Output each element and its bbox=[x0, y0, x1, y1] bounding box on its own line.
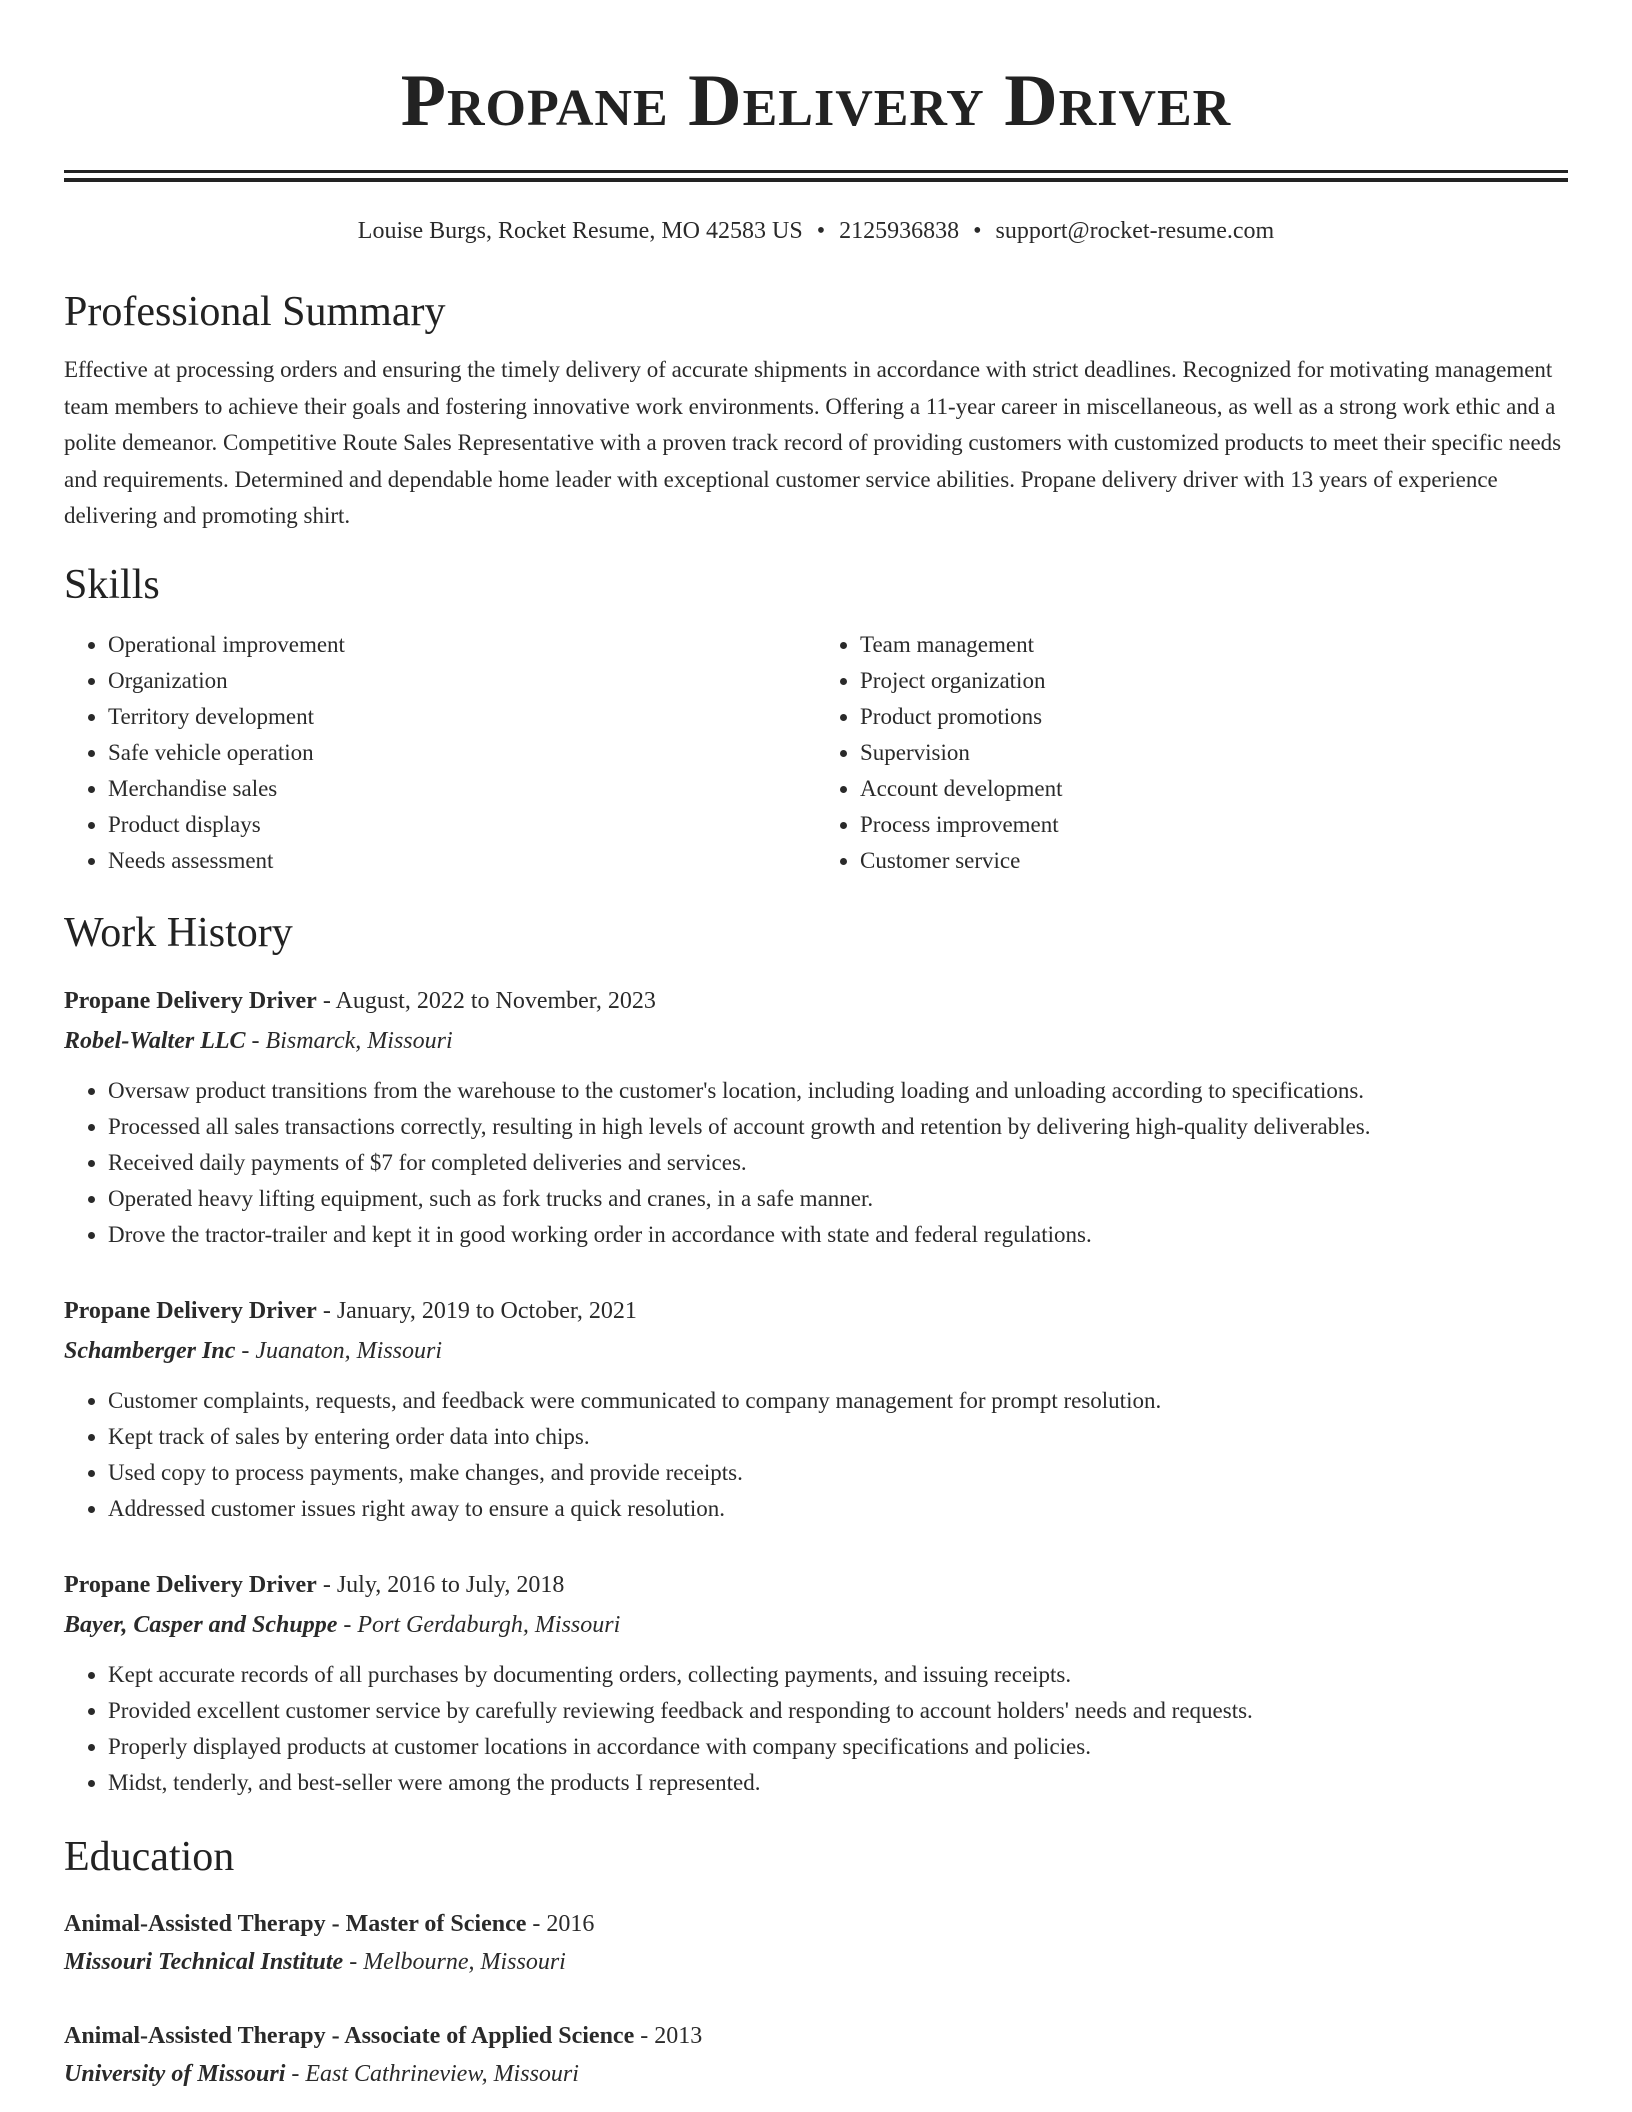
job-entry bbox=[64, 1565, 1568, 1801]
job-bullets bbox=[64, 1657, 1568, 1801]
skill-item: • Supervision bbox=[860, 735, 1568, 771]
job-location: Bismarck, Missouri bbox=[265, 1027, 453, 1054]
skill-item: • Territory development bbox=[108, 699, 816, 735]
education-entry bbox=[64, 1905, 1568, 1981]
page-title: Propane Delivery Driver bbox=[400, 60, 1232, 142]
education-year: 2013 bbox=[654, 2022, 703, 2049]
skills-columns bbox=[64, 627, 1568, 879]
job-bullet: • Provided excellent customer service by carefully reviewing feedback and responding to account holders' needs and requests. bbox=[108, 1693, 1568, 1729]
job-company-line: Schamberger Inc - Juanaton, Missouri bbox=[64, 1337, 443, 1364]
job-bullet: • Processed all sales transactions correctly, resulting in high levels of account growth and retention by delivering high-quality deliverables. bbox=[108, 1109, 1568, 1145]
skills-section bbox=[64, 559, 1568, 879]
skill-item: • Team management bbox=[860, 627, 1568, 663]
job-location: Port Gerdaburgh, Missouri bbox=[357, 1611, 621, 1638]
job-dates: August, 2022 to November, 2023 bbox=[335, 987, 656, 1014]
summary-section bbox=[64, 286, 1568, 535]
job-company: Bayer, Casper and Schuppe bbox=[64, 1611, 338, 1638]
education-school: Missouri Technical Institute bbox=[64, 1948, 344, 1975]
job-bullet: • Oversaw product transitions from the warehouse to the customer's location, including loading and unloading according to specifications. bbox=[108, 1073, 1568, 1109]
education-degree: Animal-Assisted Therapy - Master of Science bbox=[64, 1910, 527, 1937]
job-bullet: • Addressed customer issues right away to ensure a quick resolution. bbox=[108, 1491, 1568, 1527]
education-entry bbox=[64, 2017, 1568, 2093]
skill-item: • Product promotions bbox=[860, 699, 1568, 735]
job-bullet: • Used copy to process payments, make changes, and provide receipts. bbox=[108, 1455, 1568, 1491]
section-heading: Education bbox=[64, 1833, 235, 1880]
skill-item: • Project organization bbox=[860, 663, 1568, 699]
contact-separator: • bbox=[973, 218, 982, 244]
job-header: Propane Delivery Driver - January, 2019 to October, 2021 bbox=[64, 1297, 637, 1324]
job-bullets bbox=[64, 1383, 1568, 1527]
job-bullet: • Customer complaints, requests, and feedback were communicated to company management for prompt resolution. bbox=[108, 1383, 1568, 1419]
education-header: Animal-Assisted Therapy - Associate of Applied Science - 2013 bbox=[64, 2022, 703, 2049]
skill-item: • Operational improvement bbox=[108, 627, 816, 663]
contact-address: Louise Burgs, Rocket Resume, MO 42583 US bbox=[357, 218, 803, 244]
section-heading: Work History bbox=[64, 909, 293, 956]
education-header: Animal-Assisted Therapy - Master of Science - 2016 bbox=[64, 1910, 595, 1937]
job-company-line: Robel-Walter LLC - Bismarck, Missouri bbox=[64, 1027, 453, 1054]
job-bullet: • Operated heavy lifting equipment, such as fork trucks and cranes, in a safe manner. bbox=[108, 1181, 1568, 1217]
skill-item: • Organization bbox=[108, 663, 816, 699]
skills-column-left bbox=[64, 627, 816, 879]
job-bullet: • Midst, tenderly, and best-seller were among the products I represented. bbox=[108, 1765, 1568, 1801]
job-bullet: • Properly displayed products at customer locations in accordance with company specifications and policies. bbox=[108, 1729, 1568, 1765]
job-entry bbox=[64, 1291, 1568, 1527]
job-bullet: • Kept accurate records of all purchases by documenting orders, collecting payments, and issuing receipts. bbox=[108, 1657, 1568, 1693]
contact-email: support@rocket-resume.com bbox=[995, 218, 1275, 244]
skill-item: • Safe vehicle operation bbox=[108, 735, 816, 771]
education-school-line: Missouri Technical Institute - Melbourne, Missouri bbox=[64, 1948, 566, 1975]
education-school-line: University of Missouri - East Cathrineview, Missouri bbox=[64, 2060, 579, 2087]
education-section bbox=[64, 1831, 1568, 2093]
work-history-section bbox=[64, 907, 1568, 1801]
job-bullet: • Received daily payments of $7 for completed deliveries and services. bbox=[108, 1145, 1568, 1181]
job-dates: January, 2019 to October, 2021 bbox=[336, 1297, 637, 1324]
job-title: Propane Delivery Driver bbox=[64, 987, 317, 1014]
skill-item: • Account development bbox=[860, 771, 1568, 807]
skill-item: • Needs assessment bbox=[108, 843, 816, 879]
summary-text: Effective at processing orders and ensuring the timely delivery of accurate shipments in accordance with strict deadlines. Recognized for motivating management team members to achieve their goals and fostering innovative work environments. Offering a 11-year career in miscellaneous, as well as a strong work ethic and a polite demeanor. Competitive Route Sales Representative with a proven track record of providing customers with customized products to meet their specific needs and requirements. Determined and dependable home leader with exceptional customer service abilities. Propane delivery driver with 13 years of experience delivering and promoting shirt. bbox=[64, 357, 1562, 528]
education-school: University of Missouri bbox=[64, 2060, 286, 2087]
job-company: Robel-Walter LLC bbox=[64, 1027, 246, 1054]
job-title: Propane Delivery Driver bbox=[64, 1571, 317, 1598]
skill-item: • Process improvement bbox=[860, 807, 1568, 843]
title-divider-thick bbox=[64, 178, 1568, 182]
job-header: Propane Delivery Driver - July, 2016 to July, 2018 bbox=[64, 1571, 565, 1598]
education-year: 2016 bbox=[546, 1910, 595, 1937]
job-company-line: Bayer, Casper and Schuppe - Port Gerdaburgh, Missouri bbox=[64, 1611, 621, 1638]
job-header: Propane Delivery Driver - August, 2022 to November, 2023 bbox=[64, 987, 656, 1014]
contact-line bbox=[64, 216, 1568, 246]
skill-item: • Product displays bbox=[108, 807, 816, 843]
job-entry bbox=[64, 981, 1568, 1253]
job-title: Propane Delivery Driver bbox=[64, 1297, 317, 1324]
skill-item: • Merchandise sales bbox=[108, 771, 816, 807]
education-location: East Cathrineview, Missouri bbox=[305, 2060, 579, 2087]
job-dates: July, 2016 to July, 2018 bbox=[336, 1571, 565, 1598]
contact-phone: 2125936838 bbox=[839, 218, 960, 244]
education-degree: Animal-Assisted Therapy - Associate of Applied Science bbox=[64, 2022, 635, 2049]
job-bullet: • Kept track of sales by entering order data into chips. bbox=[108, 1419, 1568, 1455]
contact-separator: • bbox=[816, 218, 826, 244]
job-bullet: • Drove the tractor-trailer and kept it in good working order in accordance with state and federal regulations. bbox=[108, 1217, 1568, 1253]
job-company: Schamberger Inc bbox=[64, 1337, 236, 1364]
education-location: Melbourne, Missouri bbox=[363, 1948, 566, 1975]
skill-item: • Customer service bbox=[860, 843, 1568, 879]
skills-column-right bbox=[816, 627, 1568, 879]
section-heading: Skills bbox=[64, 561, 160, 608]
job-location: Juanaton, Missouri bbox=[255, 1337, 443, 1364]
section-heading: Professional Summary bbox=[64, 289, 446, 335]
title-divider-thin bbox=[64, 170, 1568, 173]
job-bullets bbox=[64, 1073, 1568, 1253]
